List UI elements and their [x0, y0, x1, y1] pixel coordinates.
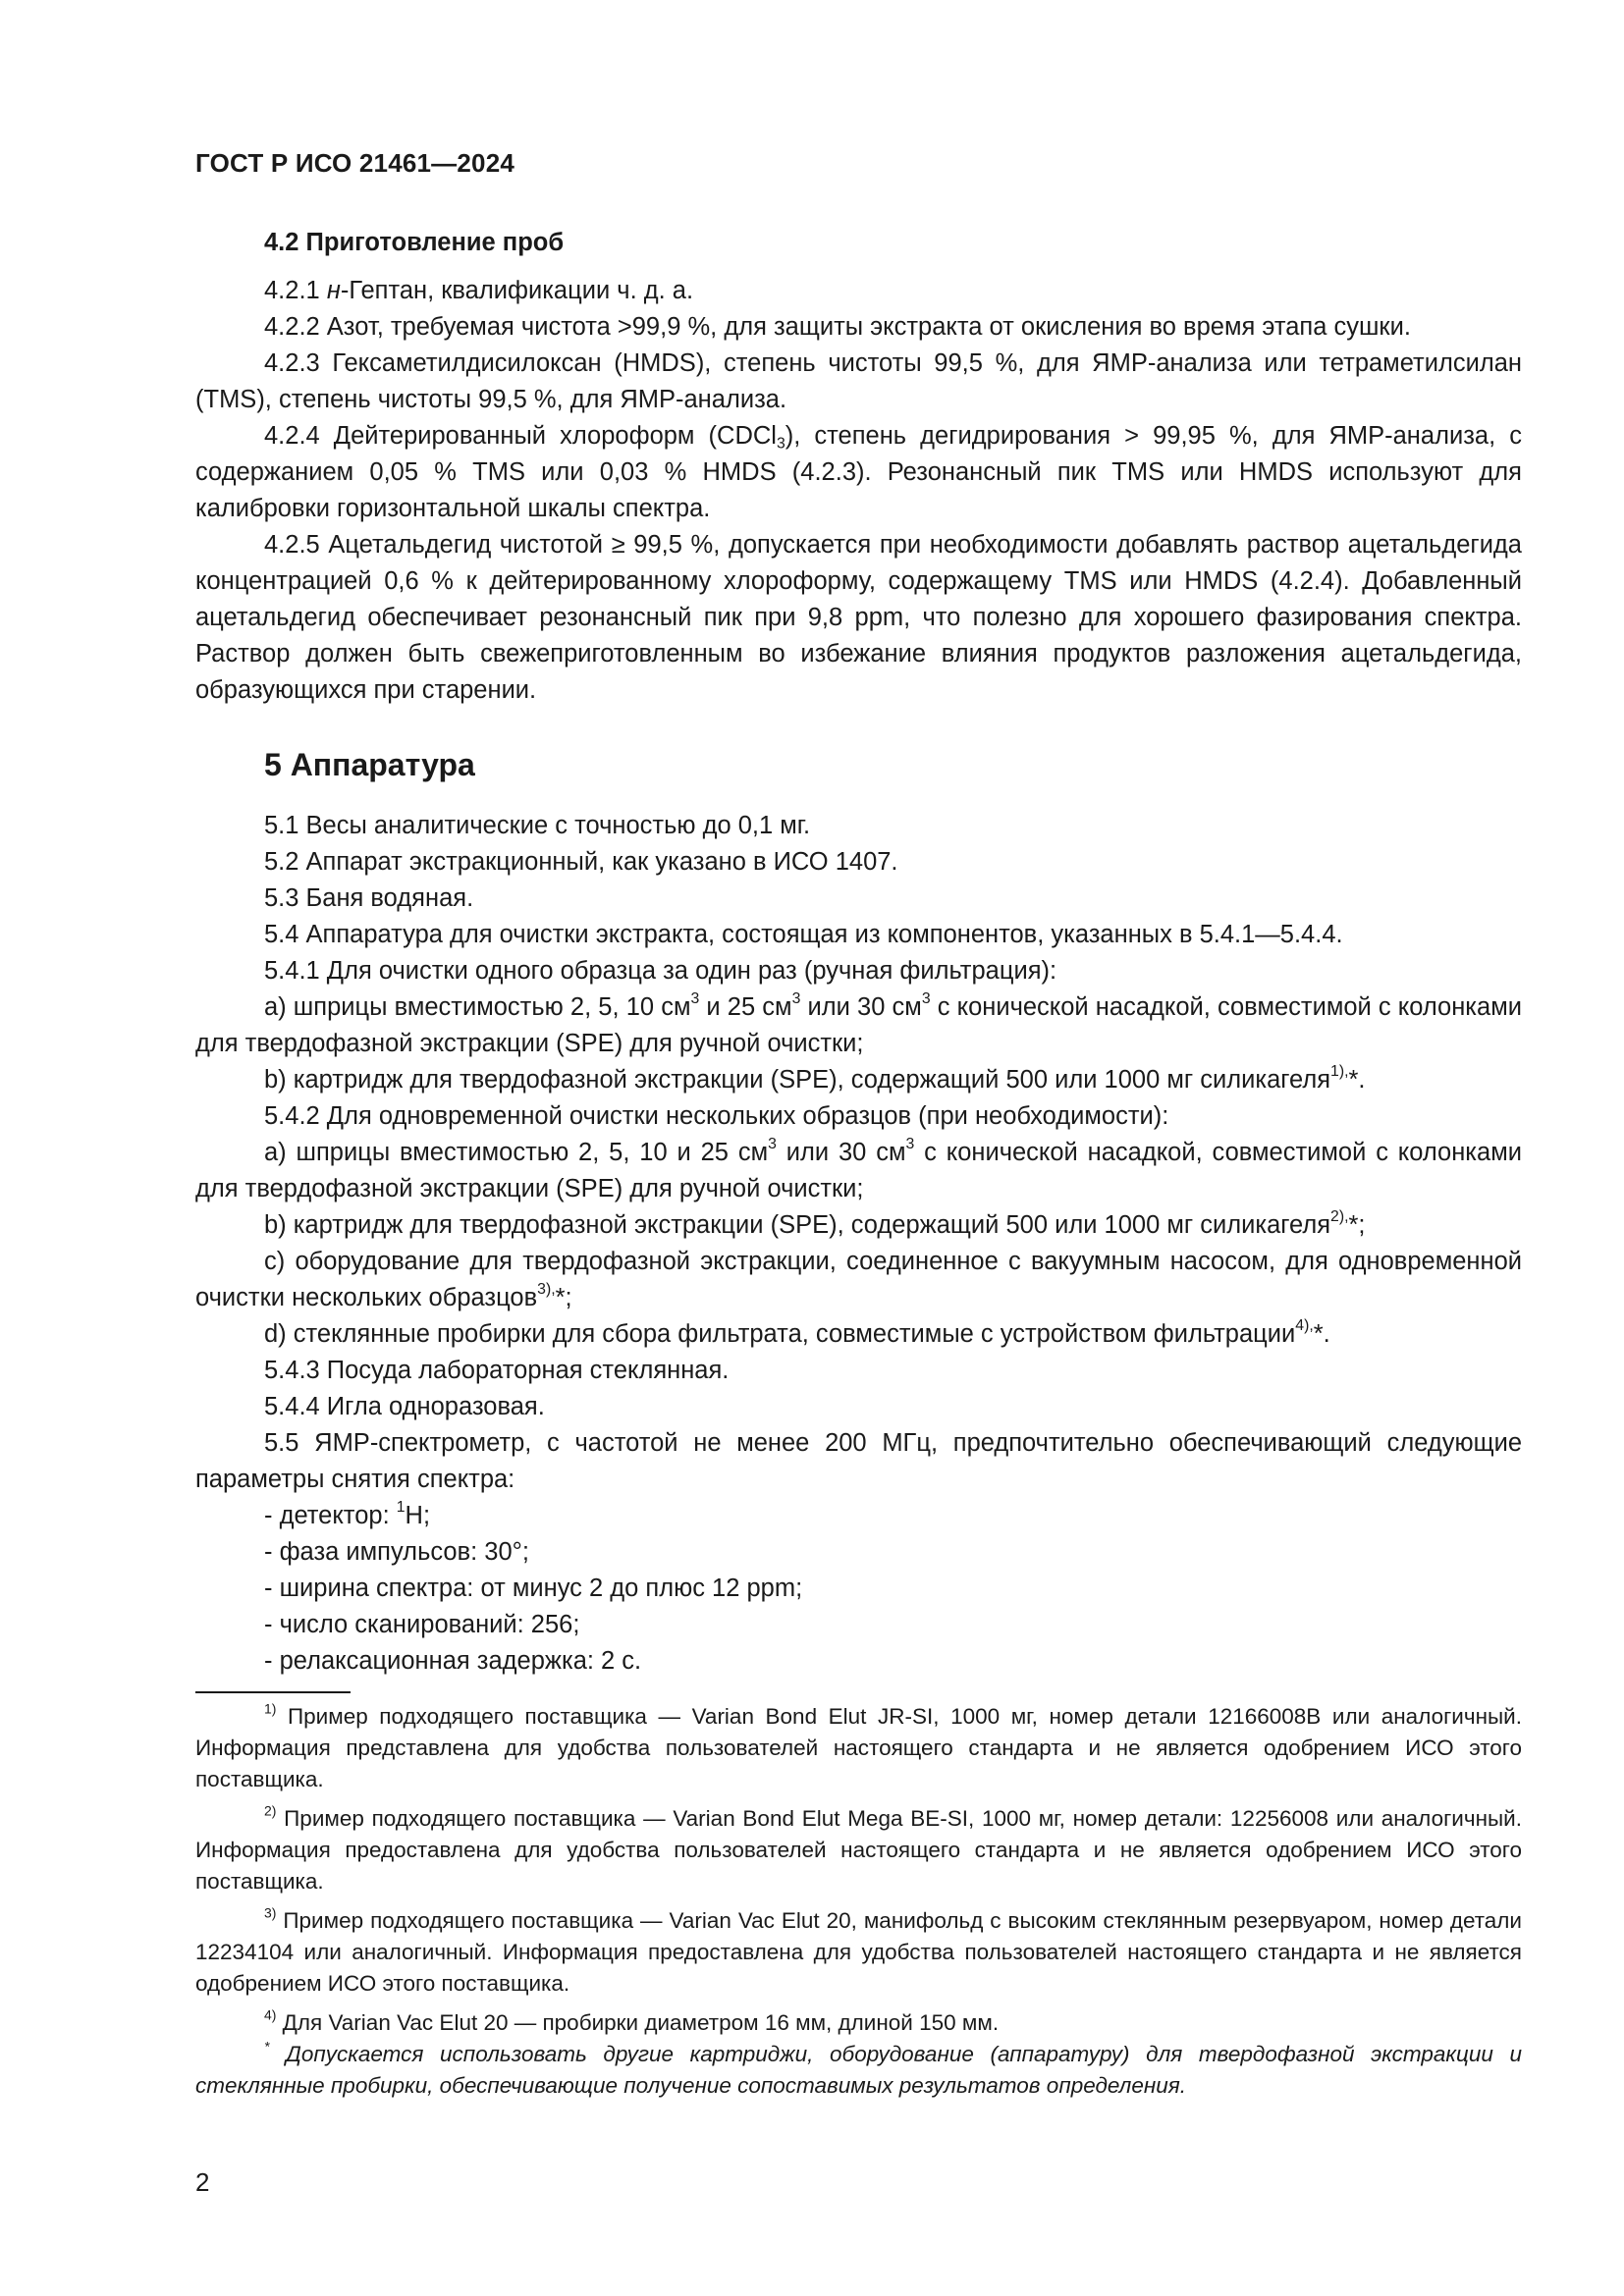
param-detector: - детектор: $^1$Н; [264, 1499, 431, 1529]
footnote-ref-3: 3), [537, 1281, 556, 1299]
section-5-title: 5 Аппаратура [264, 747, 475, 782]
paragraph-5-5: 5.5 ЯМР-спектрометр, с частотой не менее 200 МГц, предпочтительно обеспечивающий следующие параметры снятия спектра: [195, 1429, 1522, 1493]
param-relaxation-delay: - релаксационная задержка: 2 с. [264, 1647, 642, 1675]
paragraph-5-4-2: 5.4.2 Для одновременной очистки нескольких образцов (при необходимости): [264, 1102, 1169, 1130]
paragraph-4-2-5: 4.2.5 Ацетальдегид чистотой ≥ 99,5 %, допускается при необходимости добавлять раствор ацетальдегида концентрацией 0,6 % к дейтерированному хлороформу, содержащему TMS или HMDS (4.2.4). Добавленный ацетальдегид обеспечивает резонансный пик при 9,8 ppm, что полезно для хорошего фазирования спектра. Раствор должен быть свежеприготовленным во избежание влияния продуктов разложения ацетальдегида, образующихся при старении. [195, 531, 1522, 704]
paragraph-5-2: 5.2 Аппарат экстракционный, как указано в ИСО 1407. [264, 848, 898, 876]
footnote-ref-2: 2), [1330, 1208, 1349, 1226]
paragraph-4-2-2: 4.2.2 Азот, требуемая чистота >99,9 %, для защиты экстракта от окисления во время этапа сушки. [264, 313, 1411, 341]
list-item-5-4-2-d: d) стеклянные пробирки для сбора фильтрата, совместимые с устройством фильтрации$^{4),}$*. [264, 1317, 1330, 1348]
footnotes [195, 1701, 1522, 2102]
main-content [195, 225, 1522, 1680]
section-4-2-title: 4.2 Приготовление проб [264, 229, 565, 256]
list-item-5-4-1-a: а) шприцы вместимостью 2, 5, 10 $см^3$ и 25 $см^3$ или 30 $см^3$ с конической насадкой, совместимой с колонками для твердофазной экстракции (SPE) для ручной очистки; [195, 990, 1522, 1057]
list-item-5-4-2-a: а) шприцы вместимостью 2, 5, 10 и 25 $см^3$ или 30 $см^3$ с конической насадкой, совместимой с колонками для твердофазной экстракции (SPE) для ручной очистки; [195, 1136, 1522, 1202]
paragraph-5-3: 5.3 Баня водяная. [264, 884, 474, 912]
footnote-4: $^{4)}$ Для Varian Vac Elut 20 — пробирки диаметром 16 мм, длиной 150 мм. [264, 2006, 1000, 2035]
param-phase: - фаза импульсов: 30°; [264, 1538, 529, 1566]
footnote-1: $^{1)}$ Пример подходящего поставщика — Varian Bond Elut JR-SI, 1000 мг, номер детали 12166008В или аналогичный. Информация представлена для удобства пользователей настоящего стандарта и не является одобрением ИСО этого поставщика. [195, 1700, 1522, 1791]
paragraph-4-2-3: 4.2.3 Гексаметилдисилоксан (HMDS), степень чистоты 99,5 %, для ЯМР-анализа или тетраметилсилан (TMS), степень чистоты 99,5 %, для ЯМР-анализа. [195, 349, 1522, 413]
param-scans: - число сканирований: 256; [264, 1611, 580, 1638]
list-item-5-4-1-b: b) картридж для твердофазной экстракции (SPE), содержащий 500 или 1000 мг силикагеля$^{1),}$*. [264, 1063, 1366, 1094]
paragraph-5-4-3: 5.4.3 Посуда лабораторная стеклянная. [264, 1357, 730, 1384]
list-item-5-4-2-b: b) картридж для твердофазной экстракции (SPE), содержащий 500 или 1000 мг силикагеля$^{2),}$*; [264, 1208, 1366, 1239]
list-item-5-4-2-c: с) оборудование для твердофазной экстракции, соединенное с вакуумным насосом, для одновременной очистки нескольких образцов$^{3),}$*; [195, 1248, 1522, 1311]
paragraph-4-2-1: 4.2.1 н-Гептан, квалификации ч. д. а. [264, 277, 694, 304]
footnote-3: $^{3)}$ Пример подходящего поставщика — Varian Vac Elut 20, манифольд с высоким стеклянным резервуаром, номер детали 12234104 или аналогичный. Информация предоставлена для удобства пользователей настоящего стандарта и не является одобрением ИСО этого поставщика. [195, 1904, 1522, 1996]
footnote-star: * Допускается использовать другие картриджи, оборудование (аппаратуру) для твердофазной экстракции и стеклянные пробирки, обеспечивающие получение сопоставимых результатов определения. [195, 2038, 1522, 2098]
param-spectrum-width: - ширина спектра: от минус 2 до плюс 12 ppm; [264, 1575, 803, 1602]
paragraph-5-4: 5.4 Аппаратура для очистки экстракта, состоящая из компонентов, указанных в 5.4.1—5.4.4. [264, 921, 1343, 948]
page-number: 2 [195, 2167, 210, 2197]
paragraph-5-4-4: 5.4.4 Игла одноразовая. [264, 1393, 545, 1420]
footnote-ref-4: 4), [1295, 1317, 1314, 1335]
footnote-divider [195, 1691, 351, 1693]
footnote-2: $^{2)}$ Пример подходящего поставщика — Varian Bond Elut Mega BE-SI, 1000 мг, номер детали: 12256008 или аналогичный. Информация предоставлена для удобства пользователей настоящего стандарта и не является одобрением ИСО этого поставщика. [195, 1802, 1522, 1894]
document-header: ГОСТ Р ИСО 21461—2024 [195, 148, 515, 178]
paragraph-5-4-1: 5.4.1 Для очистки одного образца за один раз (ручная фильтрация): [264, 957, 1057, 985]
paragraph-5-1: 5.1 Весы аналитические с точностью до 0,1 мг. [264, 812, 811, 839]
footnote-ref-1: 1), [1330, 1063, 1349, 1081]
paragraph-4-2-4: 4.2.4 Дейтерированный хлороформ (CDCl$_3$), степень дегидрирования > 99,95 %, для ЯМР-анализа, с содержанием 0,05 % TMS или 0,03 % HMDS (4.2.3). Резонансный пик TMS или HMDS используют для калибровки горизонтальной шкалы спектра. [195, 422, 1522, 522]
